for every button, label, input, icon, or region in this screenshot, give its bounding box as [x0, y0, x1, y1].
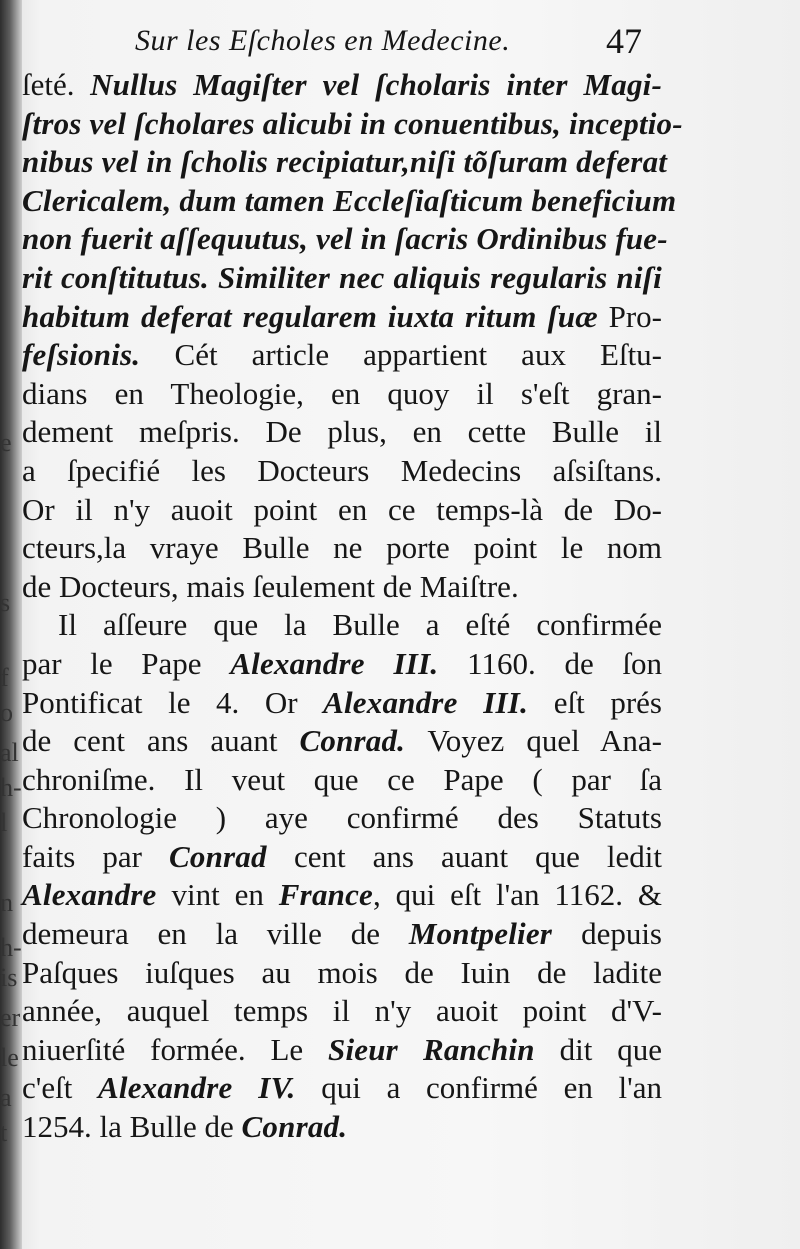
text-line	[22, 1031, 662, 1070]
italic-segment: ſtros vel ſcholares alicubi in conuentibus, inceptio-	[22, 105, 683, 141]
bleed-fragment: o	[0, 698, 13, 727]
italic-segment: Clericalem, dum tamen Eccleſiaſticum beneficium	[22, 182, 677, 218]
page-number: 47	[606, 21, 642, 61]
roman-segment: c'eſt	[22, 1070, 99, 1106]
roman-segment: dement meſpris. De plus, en cette Bulle il	[22, 414, 662, 450]
body-text	[22, 66, 683, 1147]
roman-segment: par le Pape	[22, 645, 231, 681]
bleed-fragment: h-	[0, 933, 22, 962]
roman-segment: Paſques iuſques au mois de Iuin de ladite	[22, 954, 662, 990]
running-title: Sur les Eſcholes en Medecine.	[135, 24, 511, 57]
italic-segment: Sieur Ranchin	[328, 1031, 560, 1067]
text-line	[22, 876, 662, 915]
roman-segment: faits par	[22, 838, 170, 874]
bleed-fragment: f	[0, 663, 9, 692]
roman-segment: de cent ans auant	[22, 723, 300, 759]
text-line	[22, 298, 662, 337]
roman-segment: année, auquel temps il n'y auoit point d'V-	[22, 993, 662, 1029]
text-line	[22, 259, 662, 298]
roman-segment: 1254. la Bulle de	[22, 1109, 242, 1145]
bleed-fragment: t	[0, 1118, 8, 1147]
italic-segment: nibus vel in ſcholis recipiatur,niſi tõſuram deferat	[22, 144, 668, 180]
text-line	[22, 684, 662, 723]
text-line	[22, 722, 662, 761]
roman-segment: demeura en la ville de	[22, 916, 409, 952]
text-line	[22, 491, 662, 530]
roman-segment: Voyez quel Ana-	[427, 723, 662, 759]
text-line	[22, 452, 662, 491]
italic-segment: Alexandre	[22, 877, 172, 913]
text-line	[22, 838, 662, 877]
roman-segment: ſeté.	[22, 67, 91, 102]
italic-segment: Conrad.	[299, 723, 428, 759]
bleed-fragment: e	[0, 428, 12, 457]
text-line	[22, 992, 662, 1031]
bleed-fragment: er	[0, 1003, 21, 1032]
bleed-fragment: l	[0, 808, 8, 837]
italic-segment: Nullus Magiſter vel ſcholaris inter Magi-	[90, 67, 662, 102]
text-line	[22, 220, 668, 259]
bleed-fragment: n	[0, 888, 13, 917]
bleed-fragment: is	[0, 963, 18, 992]
roman-segment: Or il n'y auoit point en ce temps-là de Do-	[22, 491, 662, 527]
text-line	[22, 105, 683, 144]
bleed-fragment: al	[0, 738, 19, 767]
roman-segment: Pontificat le 4. Or	[22, 684, 324, 720]
bleed-fragment: le	[0, 1043, 19, 1072]
roman-segment: , qui eſt l'an 1162. &	[373, 877, 662, 913]
roman-segment: dians en Theologie, en quoy il s'eſt gran-	[22, 375, 662, 411]
page-header	[0, 18, 800, 66]
text-line	[22, 761, 662, 800]
roman-segment: cent ans auant que ledit	[293, 838, 662, 874]
italic-segment: Alexandre IV.	[98, 1070, 322, 1106]
italic-segment: habitum deferat regularem iuxta ritum ſuæ	[22, 298, 609, 334]
text-line	[22, 529, 662, 568]
bleed-fragment: a	[0, 1083, 12, 1112]
italic-segment: rit conſtitutus. Similiter nec aliquis regularis niſi	[22, 259, 662, 295]
roman-segment: Il aſſeure que la Bulle a eſté confirmée	[58, 607, 662, 643]
text-line	[22, 954, 662, 993]
text-line	[22, 606, 662, 645]
text-line	[22, 375, 662, 414]
roman-segment: de Docteurs, mais ſeulement de Maiſtre.	[22, 568, 519, 604]
bleed-fragment: h-	[0, 773, 22, 802]
roman-segment: chroniſme. Il veut que ce Pape ( par ſa	[22, 761, 662, 797]
italic-segment: non fuerit aſſequutus, vel in ſacris Ordinibus fue-	[22, 221, 668, 257]
text-line	[22, 568, 662, 607]
bleed-fragment: s	[0, 588, 11, 617]
roman-segment: vint en	[171, 877, 279, 913]
italic-segment: Alexandre III.	[323, 684, 554, 720]
roman-segment: qui a confirmé en l'an	[321, 1070, 662, 1106]
roman-segment: Cét article appartient aux Eſtu-	[174, 337, 663, 373]
italic-segment: feſsionis.	[22, 337, 175, 373]
roman-segment: depuis	[581, 916, 662, 952]
italic-segment: Montpelier	[408, 916, 582, 952]
roman-segment: niuerſité formée. Le	[22, 1031, 329, 1067]
roman-segment: Chronologie ) aye confirmé des Statuts	[22, 800, 662, 836]
italic-segment: Conrad.	[241, 1109, 348, 1145]
text-line	[22, 413, 662, 452]
italic-segment: Alexandre III.	[230, 645, 468, 681]
roman-segment: a ſpecifié les Docteurs Medecins aſsiſtans.	[22, 452, 662, 488]
roman-segment: Pro-	[608, 298, 662, 334]
italic-segment: France	[278, 877, 373, 913]
text-line	[22, 1069, 662, 1108]
text-line	[22, 182, 677, 221]
text-line	[22, 915, 662, 954]
italic-segment: Conrad	[169, 838, 294, 874]
text-line	[22, 1108, 662, 1147]
roman-segment: dit que	[559, 1031, 662, 1067]
text-line	[22, 66, 662, 105]
roman-segment: eſt prés	[553, 684, 662, 720]
text-line	[22, 143, 668, 182]
roman-segment: cteurs,la vraye Bulle ne porte point le nom	[22, 530, 662, 566]
text-line	[22, 336, 662, 375]
roman-segment: 1160. de ſon	[467, 645, 662, 681]
text-line	[22, 645, 662, 684]
text-line	[22, 799, 662, 838]
